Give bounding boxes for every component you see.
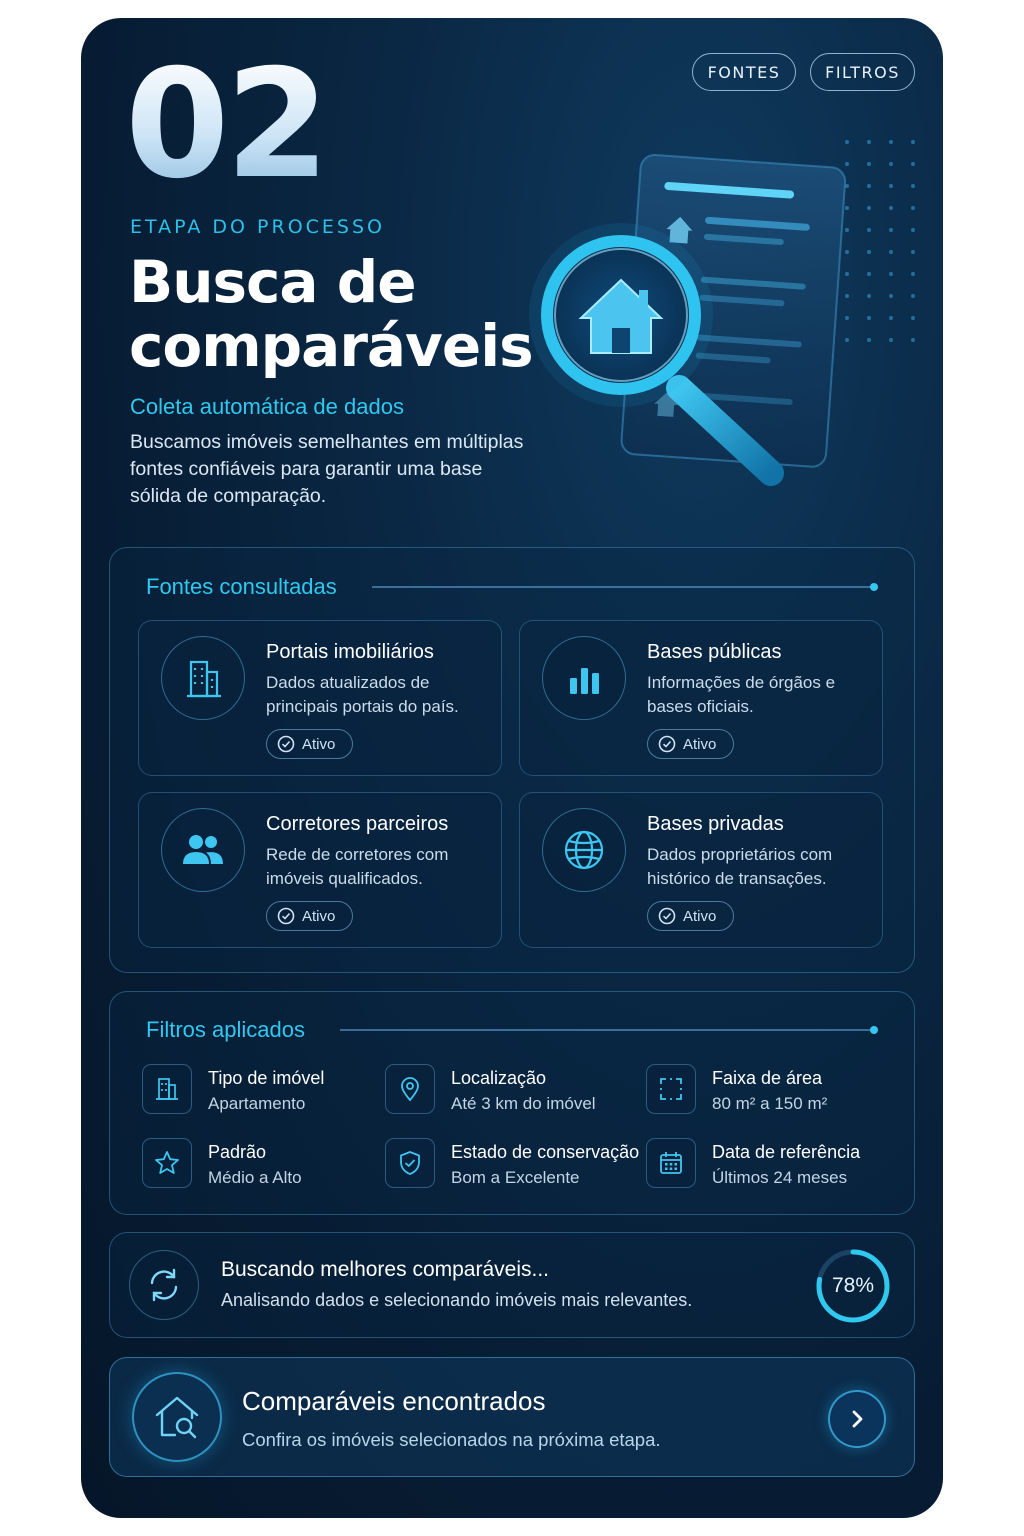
source-title: Bases públicas — [647, 641, 782, 663]
globe-icon — [542, 808, 626, 892]
filter-value: 80 m² a 150 m² — [712, 1094, 828, 1113]
building-icon — [142, 1064, 192, 1114]
filter-label: Tipo de imóvel — [208, 1068, 325, 1088]
filter-value: Apartamento — [208, 1094, 306, 1113]
source-description: Rede de corretores com imóveis qualificados. — [266, 845, 449, 888]
filter-label: Estado de conservação — [451, 1142, 640, 1162]
source-description: Informações de órgãos e bases oficiais. — [647, 673, 836, 716]
source-card-corretores[interactable] — [138, 792, 502, 948]
page-title: Busca de comparáveis — [129, 248, 533, 380]
chevron-right-icon — [845, 1407, 869, 1431]
comparables-found-panel[interactable] — [109, 1357, 915, 1477]
step-eyebrow: ETAPA DO PROCESSO — [130, 216, 385, 238]
fontes-pill[interactable]: FONTES — [692, 53, 796, 91]
filter-label: Localização — [451, 1068, 547, 1088]
status-badge — [266, 901, 353, 931]
progress-description: Analisando dados e selecionando imóveis mais relevantes. — [221, 1290, 693, 1310]
page-subtitle: Coleta automática de dados — [130, 394, 404, 419]
location-pin-icon — [385, 1064, 435, 1114]
source-card-privadas[interactable] — [519, 792, 883, 948]
check-circle-icon — [277, 907, 295, 925]
filter-value: Médio a Alto — [208, 1168, 302, 1187]
status-badge — [647, 901, 734, 931]
sources-panel — [109, 547, 915, 973]
found-title: Comparáveis encontrados — [242, 1386, 546, 1416]
check-circle-icon — [277, 735, 295, 753]
source-description: Dados atualizados de principais portais do país. — [266, 673, 459, 716]
sources-divider — [372, 586, 874, 588]
filtros-pill[interactable]: FILTROS — [810, 53, 915, 91]
process-step-card — [81, 18, 943, 1518]
status-badge — [266, 729, 353, 759]
filters-title: Filtros aplicados — [146, 1017, 305, 1042]
progress-title: Buscando melhores comparáveis... — [221, 1258, 549, 1281]
star-icon — [142, 1138, 192, 1188]
check-circle-icon — [658, 907, 676, 925]
area-frame-icon — [646, 1064, 696, 1114]
status-badge — [647, 729, 734, 759]
source-card-portais[interactable] — [138, 620, 502, 776]
filter-label: Padrão — [208, 1142, 267, 1162]
source-title: Corretores parceiros — [266, 813, 449, 835]
filter-value: Últimos 24 meses — [712, 1168, 848, 1187]
status-label: Ativo — [302, 735, 336, 753]
filter-value: Bom a Excelente — [451, 1168, 580, 1187]
sources-title: Fontes consultadas — [146, 574, 337, 599]
magnifier-document-illustration — [521, 138, 901, 508]
filter-label: Data de referência — [712, 1142, 861, 1162]
search-progress-panel — [109, 1232, 915, 1338]
next-step-button[interactable] — [828, 1390, 886, 1448]
people-icon — [161, 808, 245, 892]
step-number: 02 — [125, 38, 326, 212]
house-search-icon — [132, 1372, 222, 1462]
page-description: Buscamos imóveis semelhantes em múltiplas fontes confiáveis para garantir uma base sólida de comparação. — [130, 431, 524, 507]
shield-check-icon — [385, 1138, 435, 1188]
bar-chart-icon — [542, 636, 626, 720]
found-description: Confira os imóveis selecionados na próxima etapa. — [242, 1429, 661, 1450]
filter-value: Até 3 km do imóvel — [451, 1094, 596, 1113]
status-label: Ativo — [683, 735, 717, 753]
status-label: Ativo — [683, 907, 717, 925]
progress-percent: 78% — [831, 1274, 875, 1297]
source-title: Portais imobiliários — [266, 641, 434, 663]
filters-divider — [340, 1029, 874, 1031]
source-title: Bases privadas — [647, 813, 784, 835]
source-description: Dados proprietários com histórico de transações. — [647, 845, 833, 888]
calendar-icon — [646, 1138, 696, 1188]
filter-label: Faixa de área — [712, 1068, 823, 1088]
status-label: Ativo — [302, 907, 336, 925]
filters-panel — [109, 991, 915, 1215]
source-card-publicas[interactable] — [519, 620, 883, 776]
check-circle-icon — [658, 735, 676, 753]
refresh-icon — [129, 1250, 199, 1320]
building-icon — [161, 636, 245, 720]
